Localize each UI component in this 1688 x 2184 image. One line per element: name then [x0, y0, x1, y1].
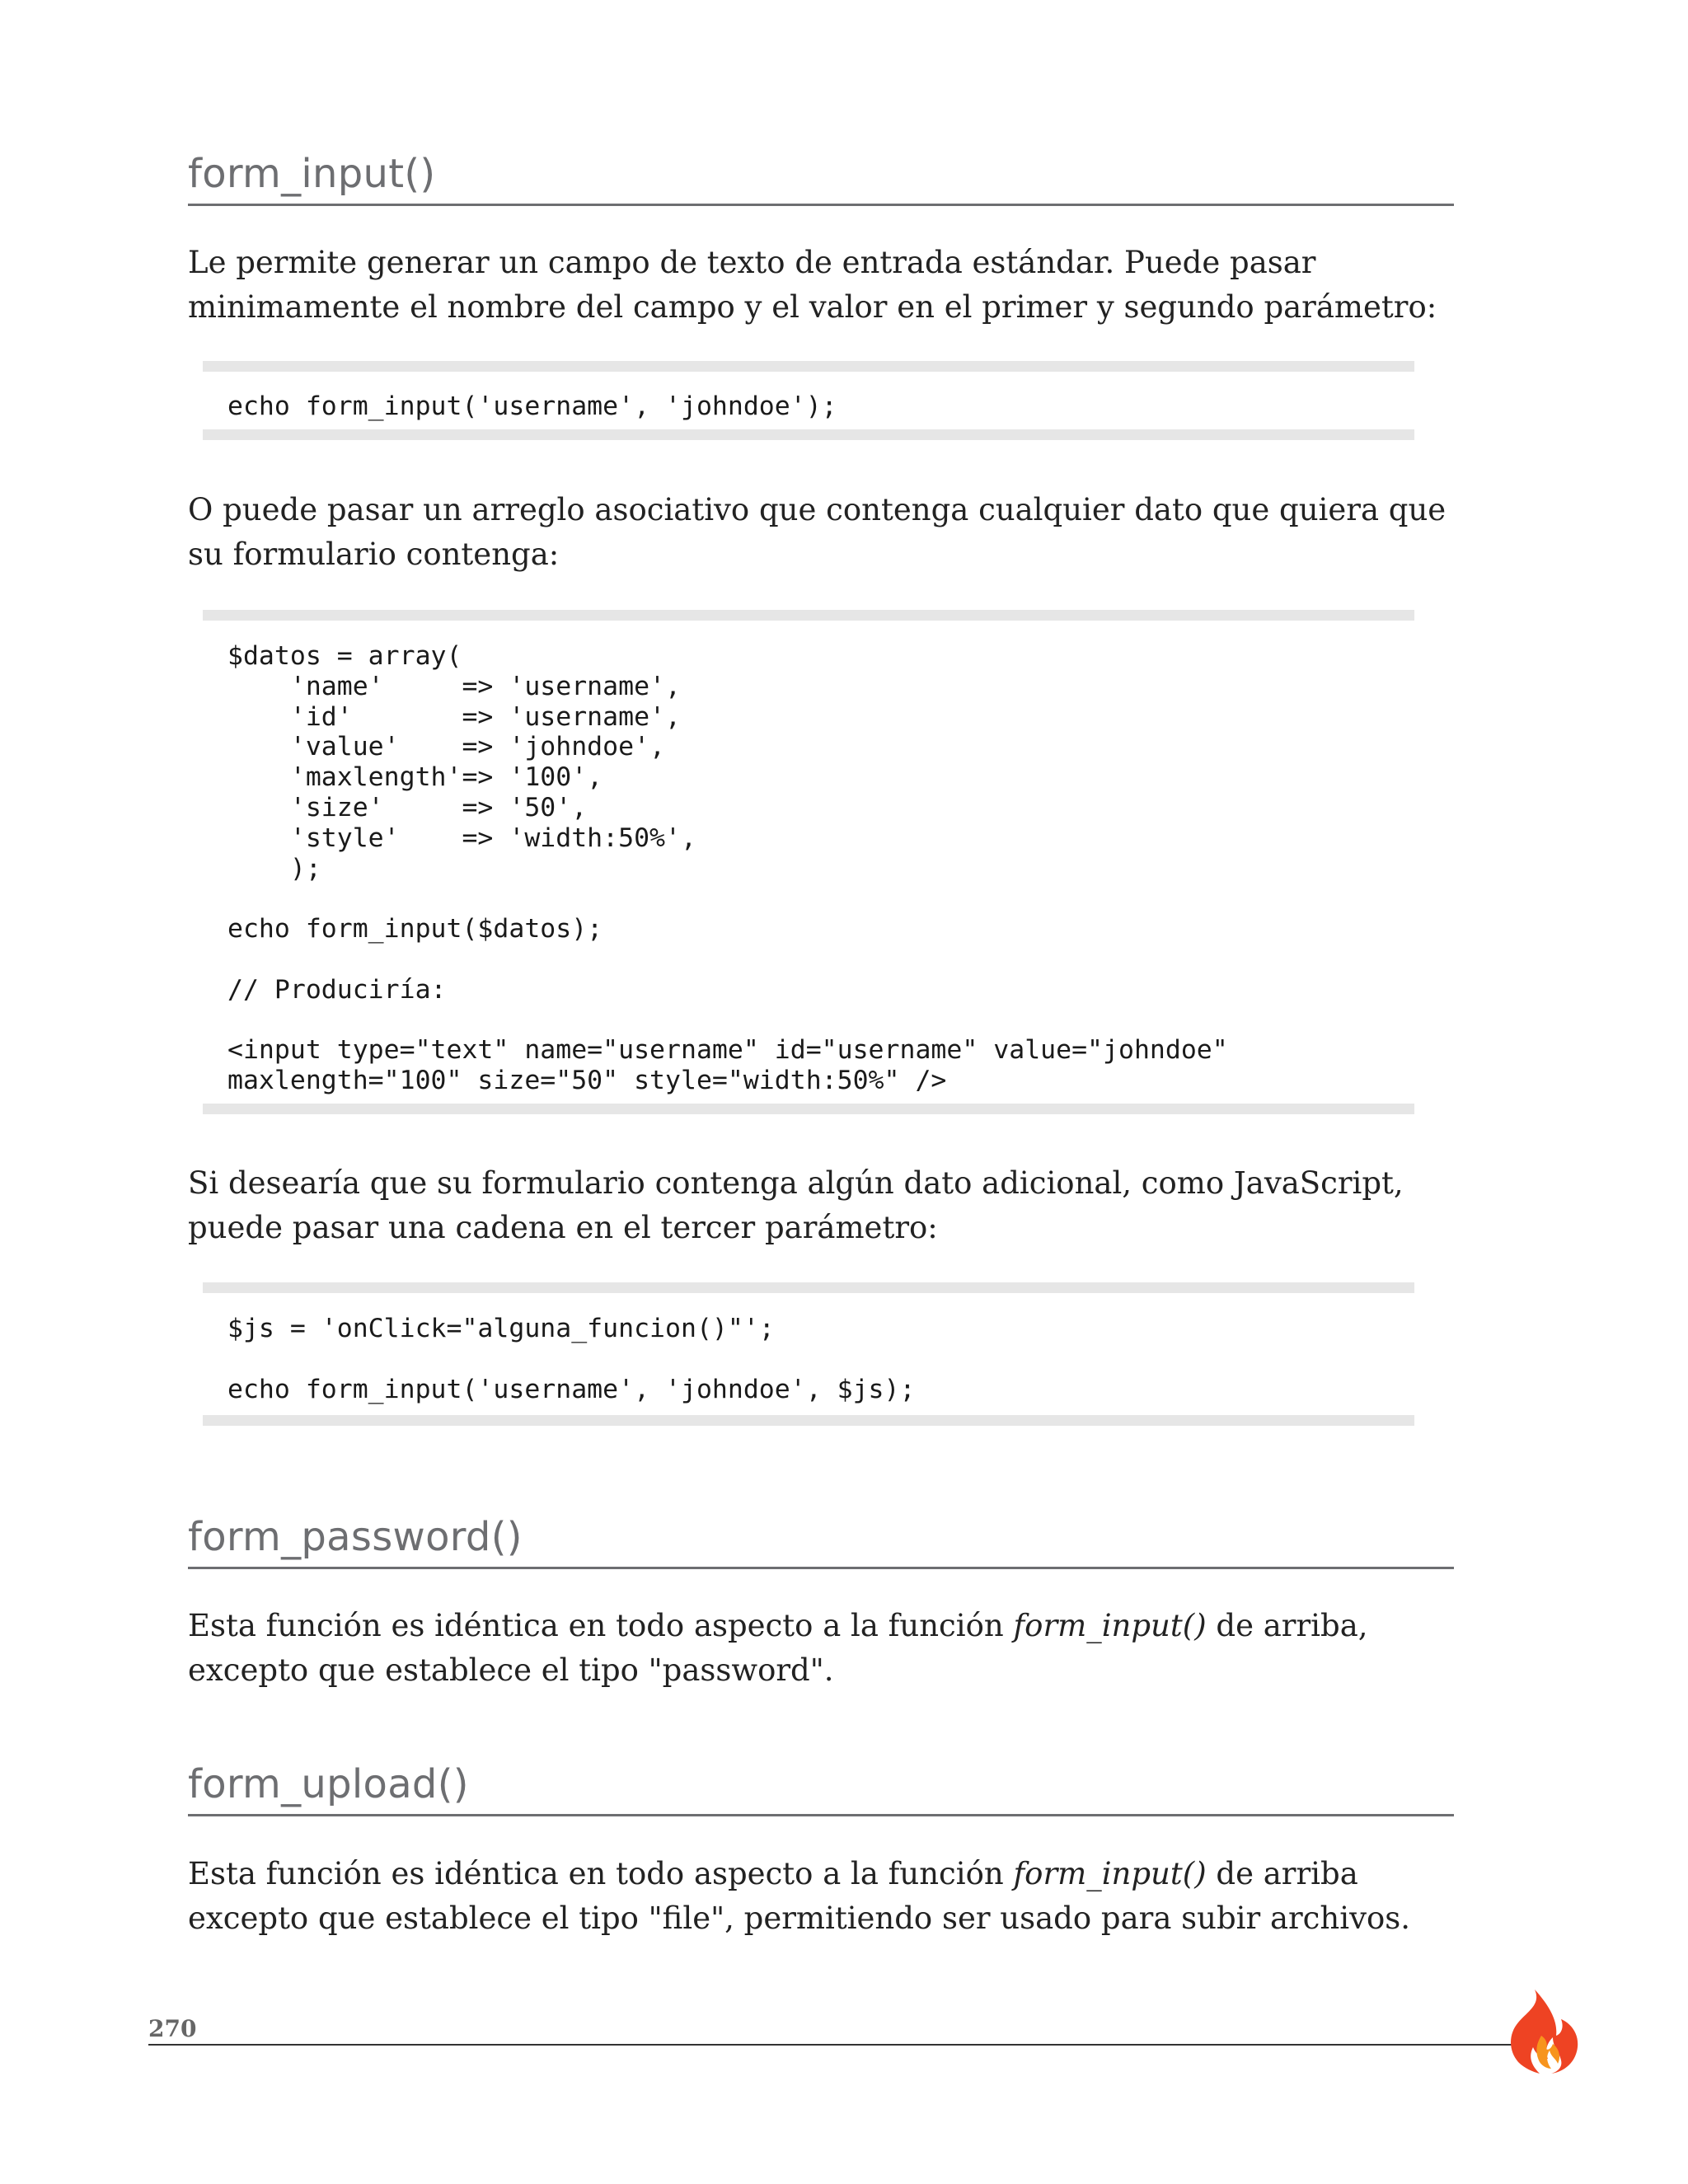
section-heading-form-input: form_input()	[188, 127, 1454, 206]
code-form-input-array: $datos = array( 'name' => 'username', 'id' => 'username', 'value' => 'johndoe', 'maxlength'=> '100', 'size' => '50', 'style' => 'width:50%', ); echo form_input($datos); // Produciría: <input type="text" name="username" id="username" value="johndoe" maxlength="100" size="50" style="width:50%" />	[227, 641, 1228, 1096]
form-input-extra-text: Si desearía que su formulario contenga algún dato adicional, como JavaScript, puede pasar una cadena en el tercer parámetro:	[188, 1165, 1404, 1245]
footer-rule	[148, 2044, 1517, 2046]
form-password-text	[188, 1604, 1474, 1693]
form-input-intro: Le permite generar un campo de texto de entrada estándar. Puede pasar minimamente el nombre del campo y el valor en el primer y segundo parámetro:	[188, 245, 1437, 325]
code-block-form-input-js	[203, 1282, 1414, 1426]
form-upload-text-end: de arriba excepto que establece el tipo "file", permitiendo ser usado para subir archivos.	[188, 1856, 1410, 1936]
section-heading-form-upload: form_upload()	[188, 1737, 1454, 1816]
form-input-array-text: O puede pasar un arreglo asociativo que contenga cualquier dato que quiera que su formulario contenga:	[188, 492, 1447, 572]
form-upload-text	[188, 1852, 1474, 1941]
section-heading-form-password: form_password()	[188, 1490, 1454, 1569]
page-number: 270	[148, 2015, 197, 2042]
code-block-form-input-basic	[203, 361, 1414, 440]
form-password-function-ref: form_input()	[1013, 1608, 1207, 1643]
code-form-input-basic: echo form_input('username', 'johndoe');	[227, 391, 837, 421]
form-upload-text-start: Esta función es idéntica en todo aspecto a la función	[188, 1856, 1014, 1891]
form-password-text-end: de arriba, excepto que establece el tipo "password".	[188, 1608, 1368, 1688]
code-block-form-input-array	[203, 610, 1414, 1114]
form-upload-function-ref: form_input()	[1013, 1856, 1207, 1891]
code-form-input-js: $js = 'onClick="alguna_funcion()"'; echo form_input('username', 'johndoe', $js);	[227, 1314, 916, 1404]
form-password-text-start: Esta función es idéntica en todo aspecto a la función	[188, 1608, 1014, 1643]
codeigniter-flame-icon	[1500, 1986, 1582, 2077]
